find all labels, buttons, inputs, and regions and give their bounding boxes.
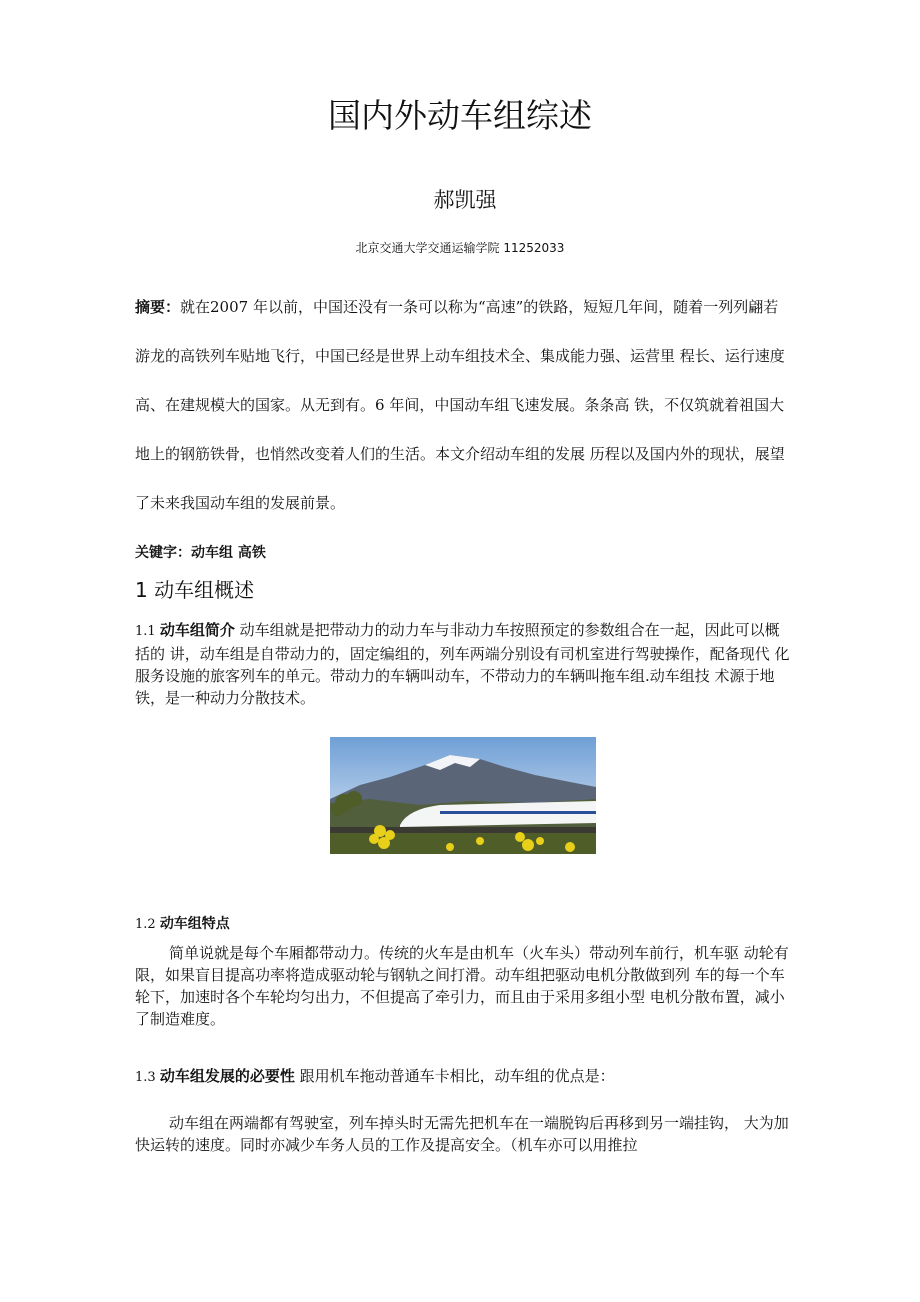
section-1-2-text: 简单说就是每个车厢都带动力。传统的火车是由机车（火车头）带动列车前行，机车驱 动轮有限，如果盲目提高功率将造成驱动轮与钢轨之间打滑。动车组把驱动电机分散做到列 车的每一个车轮下，加速时各个车轮均匀出力，不但提高了牵引力，而且由于采用多组小型 电机分散布置，减小了制造难度。 xyxy=(135,944,789,1028)
train-photo xyxy=(330,737,596,854)
section-1-2-number: 1.2 xyxy=(135,917,160,932)
section-1-2-heading xyxy=(135,913,230,933)
section-1-2-title: 动车组特点 xyxy=(159,916,230,932)
section-1-1 xyxy=(135,619,791,709)
train-stripe xyxy=(440,811,596,814)
abstract-text: 就在2007 年以前，中国还没有一条可以称为“高速”的铁路，短短几年间，随着一列列翩若游龙的高铁列车贴地飞行，中国已经是世界上动车组技术全、集成能力强、运营里 程长、运行速度高、在建规模大的国家。从无到有。6 年间，中国动车组飞速发展。条条高 铁，不仅筑就着祖国大地上的钢筋铁骨，也悄然改变着人们的生活。本文介绍动车组的发展 历程以及国内外的现状，展望了未来我国动车组的发展前景。 xyxy=(135,298,785,512)
section-1-3-title: 动车组发展的必要性 xyxy=(159,1067,295,1085)
section-1-3-number: 1.3 xyxy=(135,1070,160,1085)
author-name: 郝凯强 xyxy=(433,188,497,212)
section-1-3-text: 跟用机车拖动普通车卡相比，动车组的优点是： xyxy=(294,1067,615,1085)
section-1-3 xyxy=(135,1065,791,1089)
section-1-3-body: 动车组在两端都有驾驶室，列车掉头时无需先把机车在一端脱钩后再移到另一端挂钩， 大为加快运转的速度。同时亦减少车务人员的工作及提高安全。（机车亦可以用推拉 xyxy=(135,1114,789,1154)
affiliation: 北京交通大学交通运输学院 11252033 xyxy=(355,241,565,255)
paper-title: 国内外动车组综述 xyxy=(328,96,592,135)
train-photo-illustration xyxy=(330,737,596,854)
section-1-1-text: 动车组就是把带动力的动力车与非动力车按照预定的参数组合在一起，因此可以概括的 讲，动车组是自带动力的，固定编组的，列车两端分别设有司机室进行驾驶操作，配备现代 化服务设施的旅客列车的单元。带动力的车辆叫动车，不带动力的车辆叫拖车组.动车组技 术源于地铁，是一种动力分散技术。 xyxy=(135,621,790,707)
abstract xyxy=(135,283,791,528)
section-1-1-title: 动车组简介 xyxy=(159,621,235,639)
abstract-label: 摘要： xyxy=(135,298,181,316)
section-1-1-number: 1.1 xyxy=(135,624,160,639)
section-1-heading: 1 动车组概述 xyxy=(135,578,255,602)
keywords: 关键字：动车组 高铁 xyxy=(135,545,266,561)
